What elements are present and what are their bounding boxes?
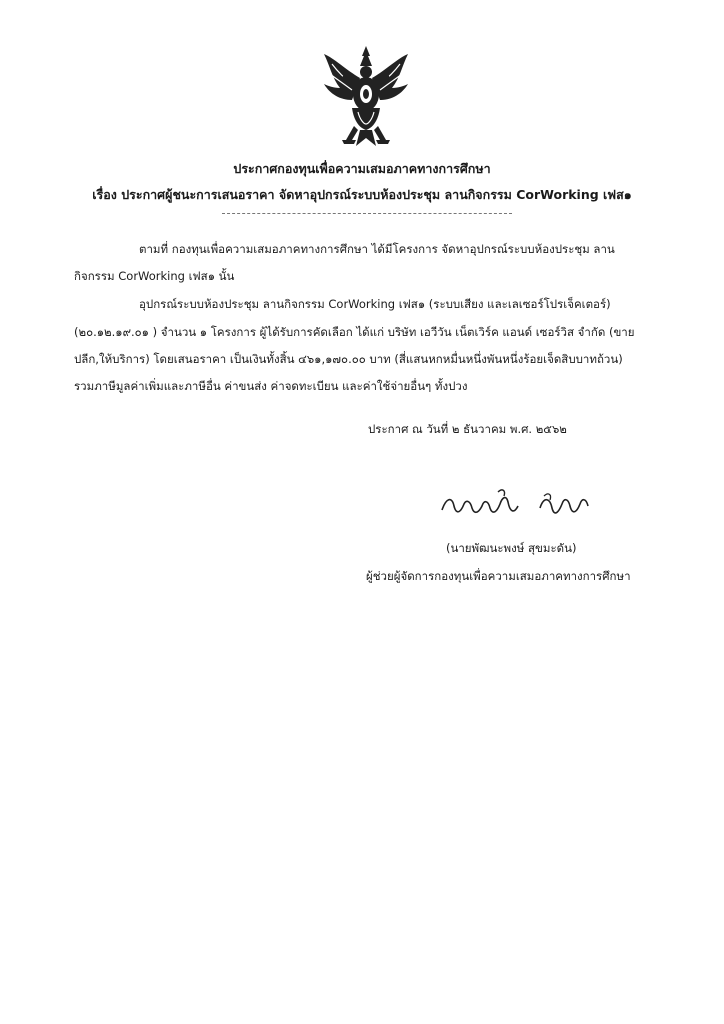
body-line-5: ปลีก,ให้บริการ) โดยเสนอราคา เป็นเงินทั้งสิ้น ๔๖๑,๑๗๐.๐๐ บาท (สี่แสนหกหมื่นหนึ่งพันหนึ่งร้อยเจ็ดสิบบาทถ้วน): [74, 352, 623, 366]
body-line-3: อุปกรณ์ระบบห้องประชุม ลานกิจกรรม CorWorking เฟส๑ (ระบบเสียง และเลเซอร์โปรเจ็คเตอร์): [139, 297, 611, 311]
announcement-date: ประกาศ ณ วันที่ ๒ ธันวาคม พ.ศ. ๒๕๖๒: [368, 422, 567, 436]
announcement-subject: เรื่อง ประกาศผู้ชนะการเสนอราคา จัดหาอุปกรณ์ระบบห้องประชุม ลานกิจกรรม CorWorking เฟส๑: [92, 187, 632, 202]
announcement-title: ประกาศกองทุนเพื่อความเสมอภาคทางการศึกษา: [233, 161, 491, 176]
body-line-2: กิจกรรม CorWorking เฟส๑ นั้น: [74, 269, 235, 283]
handwritten-signature: [436, 484, 596, 524]
garuda-emblem-icon: [320, 44, 412, 148]
body-line-6: รวมภาษีมูลค่าเพิ่มและภาษีอื่น ค่าขนส่ง ค่าจดทะเบียน และค่าใช้จ่ายอื่นๆ ทั้งปวง: [74, 379, 468, 393]
signer-name: (นายพัฒนะพงษ์ สุขมะดัน): [446, 541, 577, 555]
body-line-1: ตามที่ กองทุนเพื่อความเสมอภาคทางการศึกษา ได้มีโครงการ จัดหาอุปกรณ์ระบบห้องประชุม ลาน: [139, 242, 615, 256]
signer-position: ผู้ช่วยผู้จัดการกองทุนเพื่อความเสมอภาคทางการศึกษา: [366, 569, 631, 583]
separator-line: [222, 213, 512, 214]
body-line-4: (๒๐.๑๒.๑๙.๐๑ ) จำนวน ๑ โครงการ ผู้ได้รับการคัดเลือก ได้แก่ บริษัท เอวีวัน เน็ตเวิร์ค แอนด์ เซอร์วิส จำกัด (ขาย: [74, 325, 635, 339]
